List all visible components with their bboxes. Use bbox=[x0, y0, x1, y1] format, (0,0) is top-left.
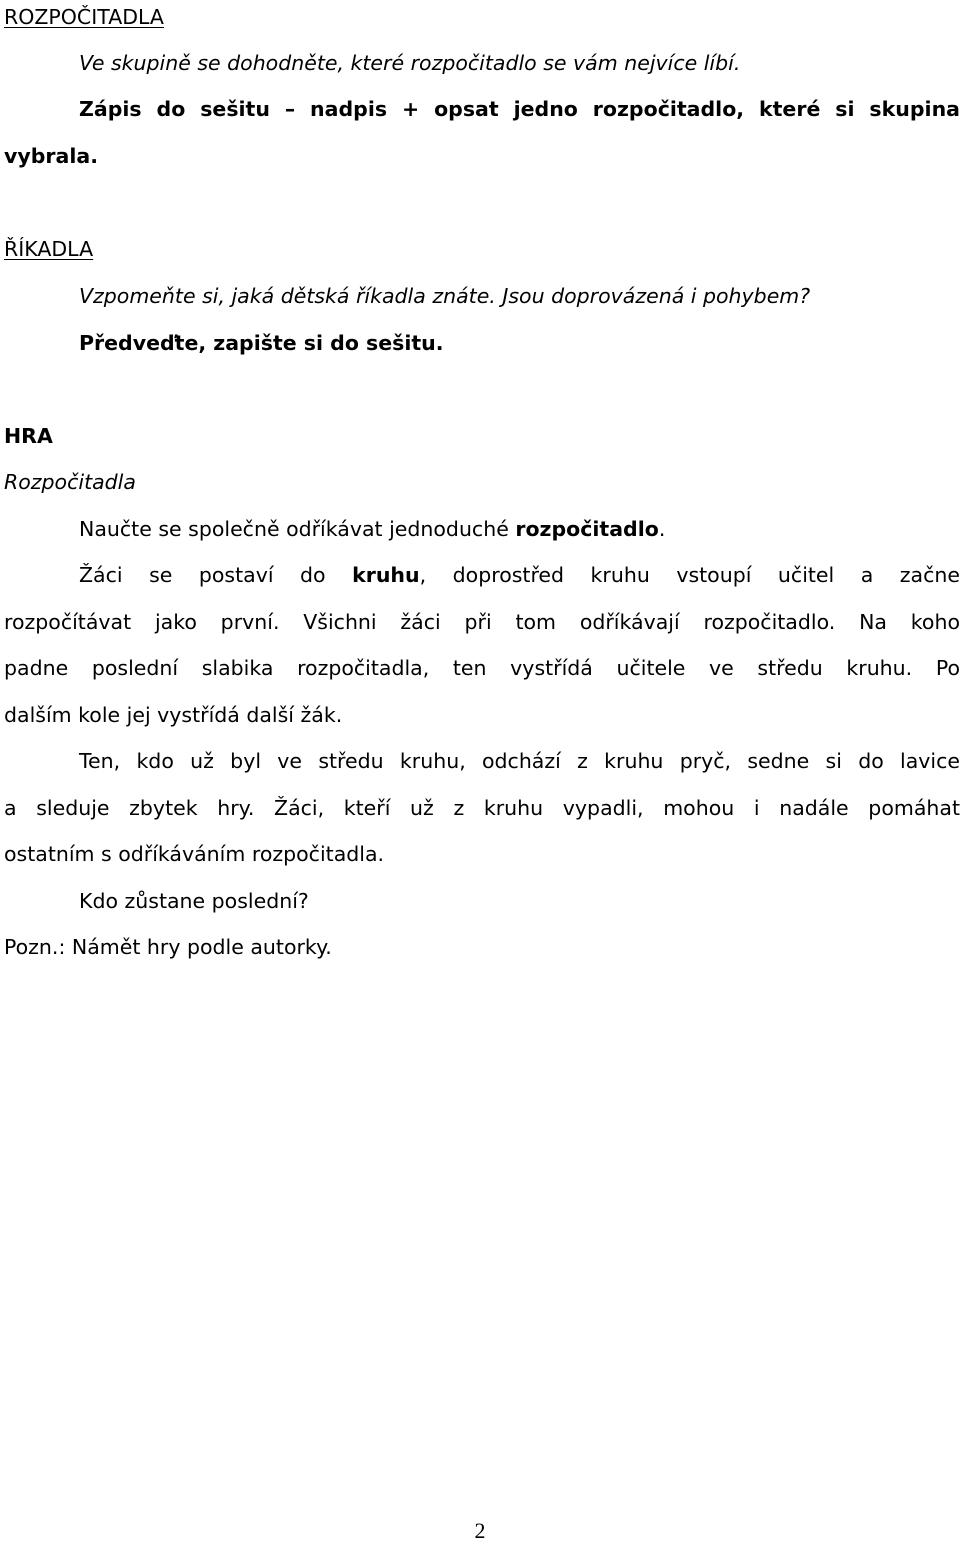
hra-paragraph-1-line-2: rozpočítávat jako první. Všichni žáci při tom odříkávají rozpočitadlo. Na koho bbox=[4, 610, 960, 634]
hra-instruction-end: . bbox=[658, 517, 666, 541]
heading-rozpocitadla: ROZPOČITADLA bbox=[4, 5, 164, 29]
rozpocitadla-instruction-2: Zápis do sešitu – nadpis + opsat jedno rozpočitadlo, které si skupina bbox=[79, 97, 960, 121]
hra-instruction-bold: rozpočitadlo bbox=[515, 517, 659, 541]
hra-paragraph-1-line-4: dalším kole jej vystřídá další žák. bbox=[4, 703, 343, 727]
hra-paragraph-2-line-1: Ten, kdo už byl ve středu kruhu, odchází z kruhu pryč, sedne si do lavice bbox=[79, 749, 960, 773]
hra-paragraph-1-line-1 bbox=[79, 560, 960, 590]
heading-rikadla: ŘÍKADLA bbox=[4, 237, 94, 261]
page-number: 2 bbox=[474, 1518, 486, 1543]
hra-p1-bold-kruhu: kruhu bbox=[352, 563, 420, 587]
hra-subheading: Rozpočitadla bbox=[4, 470, 136, 494]
rikadla-instruction-2: Předveďte, zapište si do sešitu. bbox=[79, 331, 444, 355]
hra-p1-text-b: , doprostřed kruhu vstoupí učitel a začne bbox=[419, 563, 960, 587]
rozpocitadla-instruction-1: Ve skupině se dohodněte, které rozpočitadlo se vám nejvíce líbí. bbox=[79, 51, 741, 75]
rozpocitadla-instruction-3: vybrala. bbox=[4, 144, 98, 168]
hra-paragraph-1-line-3: padne poslední slabika rozpočitadla, ten vystřídá učitele ve středu kruhu. Po bbox=[4, 656, 960, 680]
hra-question: Kdo zůstane poslední? bbox=[79, 889, 309, 913]
heading-hra: HRA bbox=[4, 424, 53, 448]
hra-instruction-text: Naučte se společně odříkávat jednoduché bbox=[79, 517, 516, 541]
rikadla-instruction-1: Vzpomeňte si, jaká dětská říkadla znáte. Jsou doprovázená i pohybem? bbox=[79, 284, 811, 308]
hra-note: Pozn.: Námět hry podle autorky. bbox=[4, 935, 332, 959]
hra-p1-text-a: Žáci se postaví do bbox=[79, 563, 353, 587]
hra-instruction bbox=[79, 514, 665, 544]
hra-paragraph-2-line-3: ostatním s odříkáváním rozpočitadla. bbox=[4, 842, 385, 866]
hra-paragraph-2-line-2: a sleduje zbytek hry. Žáci, kteří už z kruhu vypadli, mohou i nadále pomáhat bbox=[4, 796, 960, 820]
